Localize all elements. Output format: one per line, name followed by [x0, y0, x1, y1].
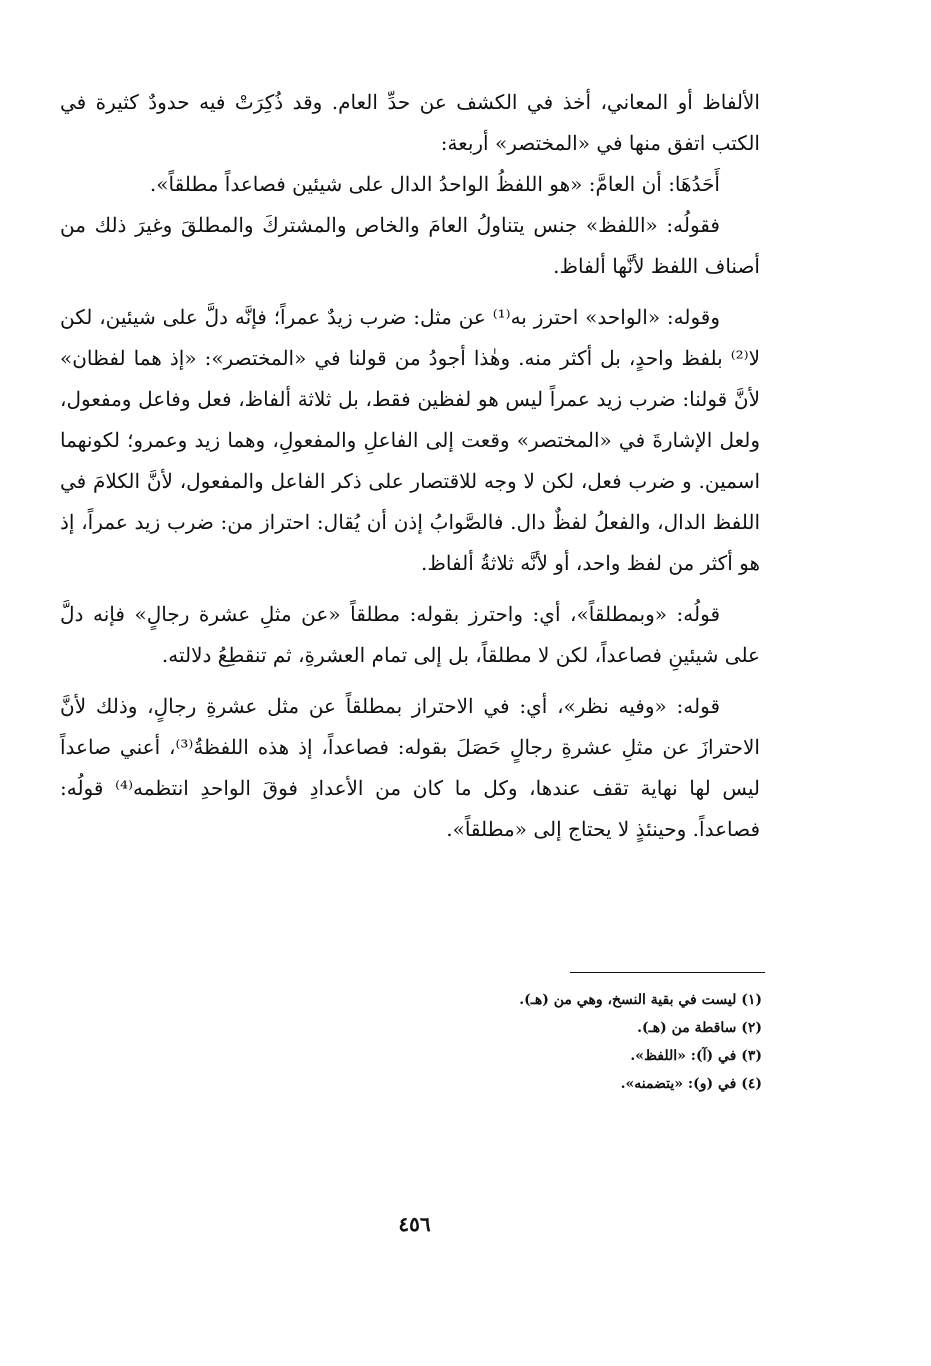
footnote-3: (٣) في (آ): «اللفظ».	[630, 1048, 762, 1064]
footnote-divider	[570, 972, 765, 973]
paragraph-5: قولُه: «وبمطلقاً»، أي: واحترز بقوله: مطلقاً «عن مثلِ عشرة رجالٍ» فإنه دلَّ على شيئينِ فصاعداً، لكن لا مطلقاً، بل إلى تمام العشرةِ، ثم تنقطِعُ دلالته.	[60, 602, 760, 667]
footnotes	[300, 986, 762, 1098]
main-text	[60, 82, 760, 850]
paragraph-3: فقولُه: «اللفظ» جنس يتناولُ العامَ والخاص والمشتركَ والمطلقَ وغيرَ ذلك من أصناف اللفظ لأنَّها ألفاظ.	[60, 213, 760, 278]
paragraph-6: قوله: «وفيه نظر»، أي: في الاحتراز بمطلقاً عن مثل عشرةِ رجالٍ، وذلك لأنَّ الاحترازَ عن مثلِ عشرةِ رجالٍ حَصَلَ بقوله: فصاعداً، إذ هذه اللفظةُ⁽³⁾، أعني صاعداً ليس لها نهاية تقف عندها، وكل ما كان من الأعدادِ فوقَ الواحدِ انتظمه⁽⁴⁾ قولُه: فصاعداً. وحينئذٍ لا يحتاج إلى «مطلقاً».	[60, 694, 760, 841]
footnote-1: (١) ليست في بقية النسخ، وهي من (هـ).	[519, 992, 762, 1008]
footnote-4: (٤) في (و): «يتضمنه».	[620, 1076, 762, 1092]
page-number: ٤٥٦	[398, 1212, 431, 1236]
paragraph-1: الألفاظ أو المعاني، أخذ في الكشف عن حدِّ العام. وقد ذُكِرَتْ فيه حدودٌ كثيرة في الكتب اتفق منها في «المختصر» أربعة:	[60, 90, 760, 155]
paragraph-2: أَحَدُهَا: أن العامَّ: «هو اللفظُ الواحدُ الدال على شيئين فصاعداً مطلقاً».	[149, 172, 720, 196]
footnote-2: (٢) ساقطة من (هـ).	[637, 1020, 762, 1036]
paragraph-4: وقوله: «الواحد» احترز به⁽¹⁾ عن مثل: ضرب زيدٌ عمراً؛ فإنَّه دلَّ على شيئين، لكن لا⁽²⁾ بلفظ واحدٍ، بل أكثر منه. وهٰذا أجودُ من قولنا في «المختصر»: «إذ هما لفظان» لأنَّ قولنا: ضرب زيد عمراً ليس هو لفظين فقط، بل ثلاثة ألفاظ، فعل وفاعل ومفعول، ولعل الإشارةَ في «المختصر» وقعت إلى الفاعلِ والمفعولِ، وهما زيد وعمرو؛ لكونهما اسمين. و ضرب فعل، لكن لا وجه للاقتصار على ذكر الفاعل والمفعول، لأنَّ الكلامَ في اللفظ الدال، والفعلُ لفظٌ دال. فالصَّوابُ إذن أن يُقال: احتراز من: ضرب زيد عمراً، إذ هو أكثر من لفظ واحد، أو لأنَّه ثلاثةُ ألفاظ.	[60, 305, 760, 575]
